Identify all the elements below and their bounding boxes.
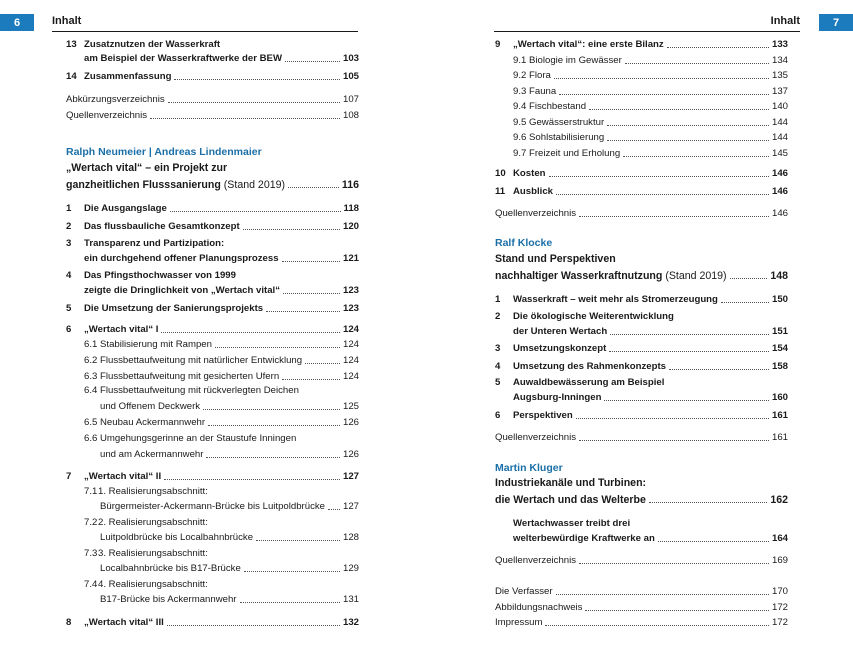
- toc-entry-7-2-line1: 7.22. Realisierungsabschnitt:: [84, 517, 208, 528]
- toc-entry-k2[interactable]: der Unteren Wertach 151: [513, 326, 788, 337]
- toc-entry-7-1-line1: 7.11. Realisierungsabschnitt:: [84, 486, 208, 497]
- toc-entry-7-3[interactable]: Localbahnbrücke bis B17-Brücke 129: [100, 563, 359, 574]
- toc-entry-10[interactable]: 10 Kosten 146: [495, 168, 788, 179]
- toc-entry-abkuerzungen[interactable]: Abkürzungsverzeichnis 107: [66, 94, 359, 105]
- toc-entry-3-line1: 3 Transparenz und Partizipation:: [66, 238, 225, 249]
- toc-entry-7-3-line1: 7.33. Realisierungsabschnitt:: [84, 548, 208, 559]
- toc-entry-6-4[interactable]: und Offenem Deckwerk 125: [100, 401, 359, 412]
- toc-entry-verfasser[interactable]: Die Verfasser 170: [495, 586, 788, 597]
- toc-entry-9-4[interactable]: 9.4 Fischbestand 140: [513, 101, 788, 112]
- toc-entry-9-5[interactable]: 9.5 Gewässerstruktur 144: [513, 117, 788, 128]
- toc-entry-6-3[interactable]: 6.3 Flussbettaufweitung mit gesicherten Ufern 124: [84, 371, 359, 382]
- toc-entry-3[interactable]: ein durchgehend offener Planungsprozess 121: [84, 253, 359, 264]
- toc-entry-9-1[interactable]: 9.1 Biologie im Gewässer 134: [513, 55, 788, 66]
- running-header-right: Inhalt: [770, 15, 800, 27]
- toc-entry-k4[interactable]: 4 Umsetzung des Rahmenkonzepts 158: [495, 361, 788, 372]
- article2-title-line1: Stand und Perspektiven: [495, 253, 616, 265]
- toc-entry-8[interactable]: 8 „Wertach vital“ III 132: [66, 617, 359, 628]
- toc-entry-m1-line1: Wertachwasser treibt drei: [513, 518, 631, 529]
- toc-entry-k5-line1: 5 Auwaldbewässerung am Beispiel: [495, 377, 665, 388]
- toc-entry-6-2[interactable]: 6.2 Flussbettaufweitung mit natürlicher Entwicklung 124: [84, 355, 359, 366]
- toc-entry-7-1[interactable]: Bürgermeister-Ackermann-Brücke bis Luitpoldbrücke 127: [100, 501, 359, 512]
- toc-entry-9-6[interactable]: 9.6 Sohlstabilisierung 144: [513, 132, 788, 143]
- page-number-right: 7: [819, 14, 853, 31]
- toc-entry-9-2[interactable]: 9.2 Flora 135: [513, 70, 788, 81]
- toc-entry-9-7[interactable]: 9.7 Freizeit und Erholung 145: [513, 148, 788, 159]
- article3-title[interactable]: die Wertach und das Welterbe 162: [495, 494, 788, 506]
- toc-entry-k6[interactable]: 6 Perspektiven 161: [495, 410, 788, 421]
- author-names: Ralph Neumeier | Andreas Lindenmaier: [66, 146, 262, 158]
- header-rule-right: [494, 31, 800, 32]
- article3-title-line1: Industriekanäle und Turbinen:: [495, 477, 647, 489]
- running-header-left: Inhalt: [52, 15, 82, 27]
- header-rule-left: [52, 31, 358, 32]
- toc-entry-k3[interactable]: 3 Umsetzungskonzept 154: [495, 343, 788, 354]
- toc-entry-13-line1: 13 Zusatznutzen der Wasserkraft: [66, 39, 221, 50]
- toc-entry-m1[interactable]: welterbewürdige Kraftwerke an 164: [513, 533, 788, 544]
- toc-entry-6-6-line1: 6.6 Umgehungsgerinne an der Staustufe Inningen: [84, 433, 297, 444]
- toc-entry-9-3[interactable]: 9.3 Fauna 137: [513, 86, 788, 97]
- toc-entry-2[interactable]: 2 Das flussbauliche Gesamtkonzept 120: [66, 221, 359, 232]
- toc-entry-4[interactable]: zeigte die Dringlichkeit von „Wertach vital“ 123: [84, 285, 359, 296]
- toc-entry-7-2[interactable]: Luitpoldbrücke bis Localbahnbrücke 128: [100, 532, 359, 543]
- toc-entry-11[interactable]: 11 Ausblick 146: [495, 186, 788, 197]
- toc-entry-7[interactable]: 7 „Wertach vital“ II 127: [66, 471, 359, 482]
- author-name-klocke: Ralf Klocke: [495, 237, 553, 249]
- toc-entry-1[interactable]: 1 Die Ausgangslage 118: [66, 203, 359, 214]
- toc-entry-6-4-line1: 6.4 Flussbettaufweitung mit rückverlegten Deichen: [84, 385, 299, 396]
- toc-entry-7-4-line1: 7.44. Realisierungsabschnitt:: [84, 579, 208, 590]
- toc-entry-quellen[interactable]: Quellenverzeichnis 108: [66, 110, 359, 121]
- toc-entry-4-line1: 4 Das Pfingsthochwasser von 1999: [66, 270, 236, 281]
- toc-entry-14[interactable]: 14 Zusammenfassung 105: [66, 71, 359, 82]
- toc-entry-5[interactable]: 5 Die Umsetzung der Sanierungsprojekts 123: [66, 303, 359, 314]
- toc-entry-9[interactable]: 9 „Wertach vital“: eine erste Bilanz 133: [495, 39, 788, 50]
- toc-entry-k5[interactable]: Augsburg-Inningen 160: [513, 392, 788, 403]
- toc-entry-k2-line1: 2 Die ökologische Weiterentwicklung: [495, 311, 674, 322]
- toc-entry-quellen-4[interactable]: Quellenverzeichnis 169: [495, 555, 788, 566]
- article2-title[interactable]: nachhaltiger Wasserkraftnutzung (Stand 2019) 148: [495, 270, 788, 282]
- toc-entry-k1[interactable]: 1 Wasserkraft – weit mehr als Stromerzeugung 150: [495, 294, 788, 305]
- toc-entry-6-5[interactable]: 6.5 Neubau Ackermannwehr 126: [84, 417, 359, 428]
- toc-entry-impressum[interactable]: Impressum 172: [495, 617, 788, 628]
- toc-entry-6-1[interactable]: 6.1 Stabilisierung mit Rampen 124: [84, 339, 359, 350]
- article-title-line1: „Wertach vital“ – ein Projekt zur: [66, 162, 228, 174]
- toc-entry-6-6[interactable]: und am Ackermannwehr 126: [100, 449, 359, 460]
- page-number-left: 6: [0, 14, 34, 31]
- toc-entry-13[interactable]: am Beispiel der Wasserkraftwerke der BEW 103: [84, 53, 359, 64]
- author-name-kluger: Martin Kluger: [495, 462, 563, 474]
- toc-entry-quellen-3[interactable]: Quellenverzeichnis 161: [495, 432, 788, 443]
- toc-entry-6[interactable]: 6 „Wertach vital“ I 124: [66, 324, 359, 335]
- toc-entry-7-4[interactable]: B17-Brücke bis Ackermannwehr 131: [100, 594, 359, 605]
- article-title[interactable]: ganzheitlichen Flusssanierung (Stand 2019) 116: [66, 179, 359, 191]
- toc-entry-abbildungsnachweis[interactable]: Abbildungsnachweis 172: [495, 602, 788, 613]
- toc-entry-quellen-2[interactable]: Quellenverzeichnis 146: [495, 208, 788, 219]
